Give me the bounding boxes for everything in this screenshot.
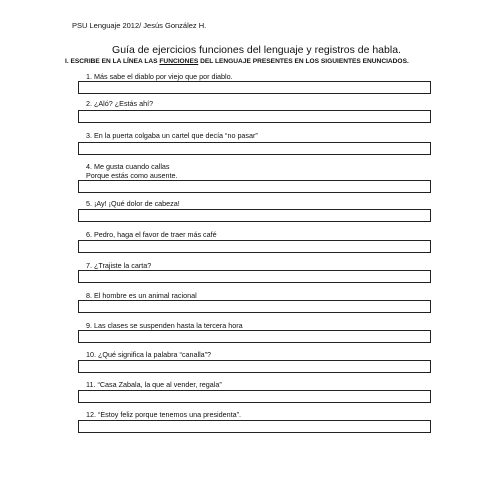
answer-box-2[interactable]: [78, 110, 431, 123]
answer-box-6[interactable]: [78, 240, 431, 253]
question-10: 10. ¿Qué significa la palabra “canalla”?: [86, 350, 212, 359]
answer-box-10[interactable]: [78, 360, 431, 373]
question-8: 8. El hombre es un animal racional: [86, 291, 197, 300]
answer-box-12[interactable]: [78, 420, 431, 433]
answer-box-5[interactable]: [78, 209, 431, 222]
question-1: 1. Más sabe el diablo por viejo que por diablo.: [86, 72, 233, 81]
instruction-part-1: I. ESCRIBE EN LA LÍNEA LAS: [65, 58, 160, 65]
answer-box-1[interactable]: [78, 81, 431, 94]
question-6: 6. Pedro, haga el favor de traer más café: [86, 230, 217, 239]
question-4: 4. Me gusta cuando callas Porque estás como ausente.: [86, 162, 178, 180]
question-3: 3. En la puerta colgaba un cartel que decía “no pasar”: [86, 131, 258, 140]
question-2: 2. ¿Aló? ¿Estás ahí?: [86, 99, 154, 108]
question-12: 12. “Estoy feliz porque tenemos una presidenta”.: [86, 410, 242, 419]
question-11: 11. “Casa Zabala, la que al vender, regala”: [86, 380, 222, 389]
answer-box-3[interactable]: [78, 142, 431, 155]
question-7: 7. ¿Trajiste la carta?: [86, 261, 152, 270]
question-5: 5. ¡Ay! ¡Qué dolor de cabeza!: [86, 199, 180, 208]
answer-box-9[interactable]: [78, 330, 431, 343]
answer-box-11[interactable]: [78, 390, 431, 403]
answer-box-7[interactable]: [78, 270, 431, 283]
instruction-emphasis: FUNCIONES: [159, 58, 199, 65]
document-header: PSU Lenguaje 2012/ Jesús González H.: [72, 21, 207, 30]
page-title: Guía de ejercicios funciones del lenguaje y registros de habla.: [112, 44, 401, 56]
instruction-part-2: DEL LENGUAJE PRESENTES EN LOS SIGUIENTES ENUNCIADOS.: [198, 58, 409, 65]
answer-box-8[interactable]: [78, 300, 431, 313]
instruction-text: [65, 58, 445, 66]
question-9: 9. Las clases se suspenden hasta la tercera hora: [86, 321, 243, 330]
answer-box-4[interactable]: [78, 180, 431, 193]
